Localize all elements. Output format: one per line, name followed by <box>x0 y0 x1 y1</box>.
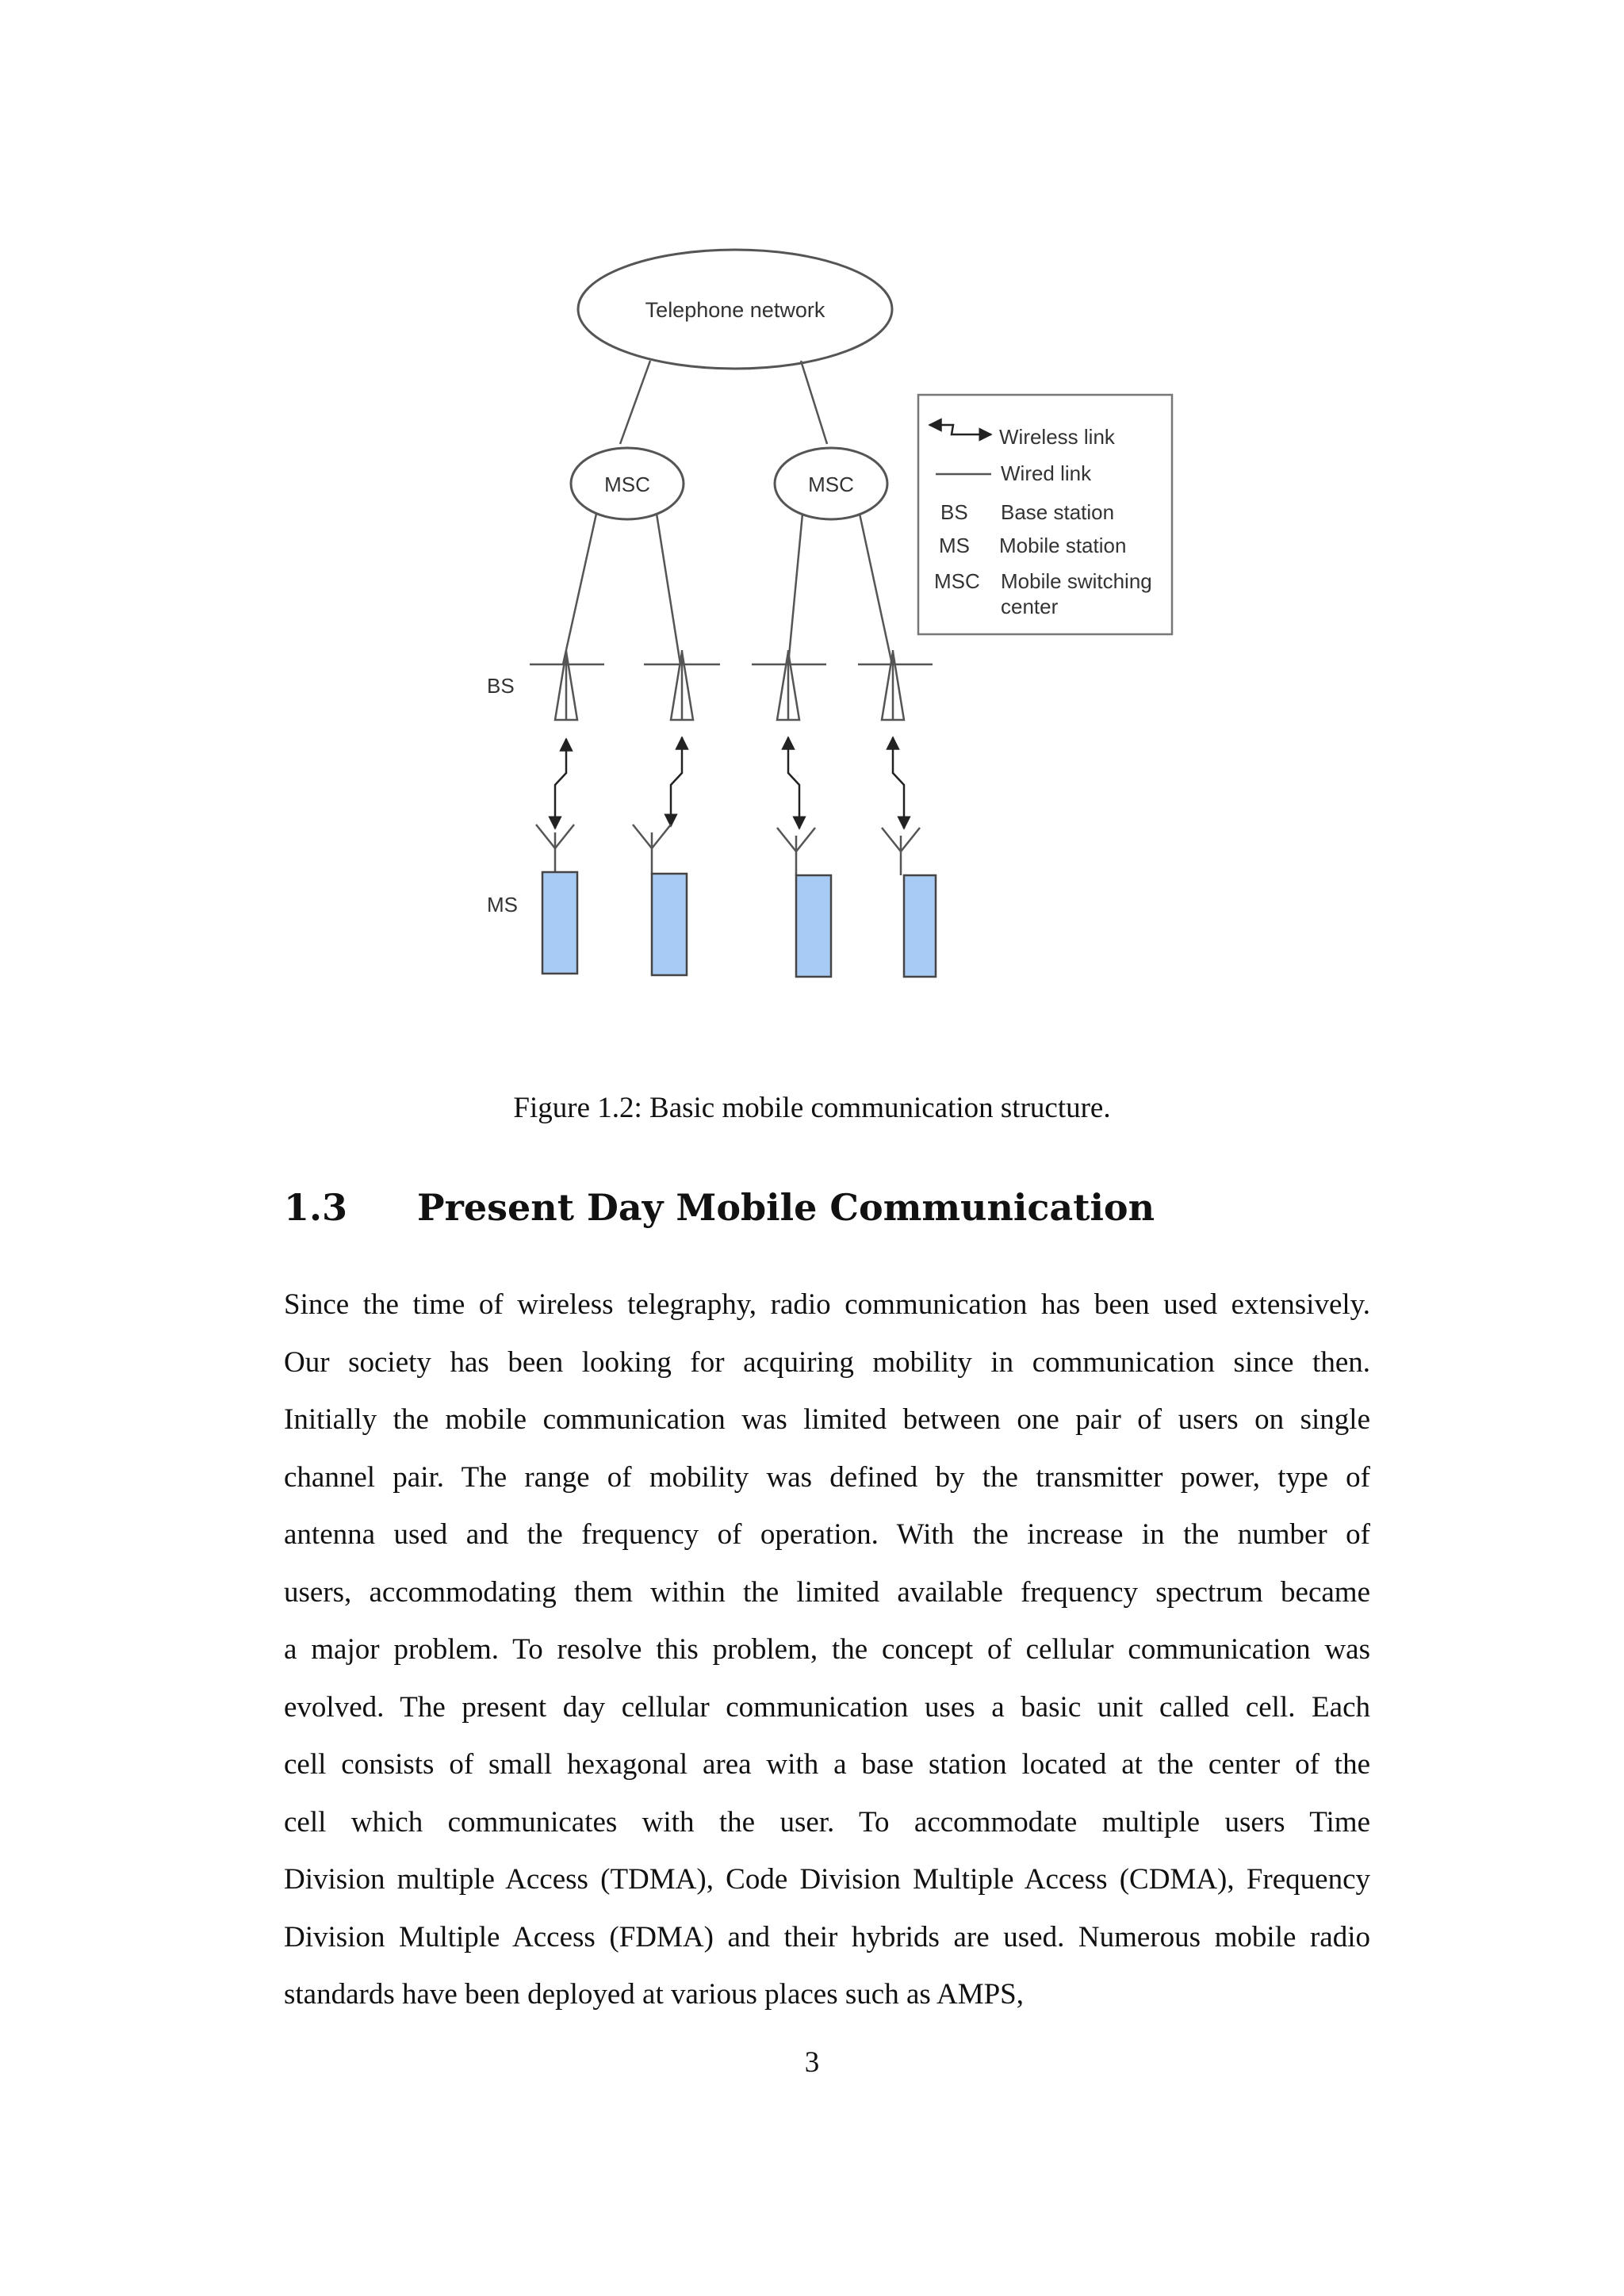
paragraph-line: Initially the mobile communication was limited between one pair of users on single <box>284 1403 1370 1436</box>
legend-bs-abbr: BS <box>940 500 968 524</box>
base-station-4 <box>858 650 933 720</box>
base-station-1 <box>530 650 604 720</box>
paragraph-line: antenna used and the frequency of operation. With the increase in the number of <box>284 1518 1370 1551</box>
telephone-network-label: Telephone network <box>645 298 825 322</box>
legend-msc-abbr: MSC <box>934 569 980 593</box>
wired-link-msc-bs-1 <box>563 514 596 664</box>
legend-msc-desc-line1: Mobile switching <box>1001 569 1152 593</box>
bs-row-label: BS <box>487 674 515 698</box>
paragraph-line: a major problem. To resolve this problem, the concept of cellular communication was <box>284 1633 1370 1666</box>
mobile-station-2 <box>633 825 687 975</box>
figure-caption: Figure 1.2: Basic mobile communication structure. <box>513 1092 1111 1124</box>
section-title: Present Day Mobile Communication <box>417 1186 1155 1229</box>
wired-link-msc-bs-2 <box>657 514 680 664</box>
section-number: 1.3 <box>284 1186 348 1229</box>
section-heading <box>284 1186 1155 1229</box>
paragraph-line: cell consists of small hexagonal area with a base station located at the center of the <box>284 1748 1370 1781</box>
wireless-link-4 <box>893 737 904 828</box>
wired-link-network-msc-2 <box>801 361 827 444</box>
paragraph-line: channel pair. The range of mobility was defined by the transmitter power, type of <box>284 1460 1370 1494</box>
legend-box <box>918 395 1172 634</box>
body-paragraph <box>284 1276 1370 2024</box>
paragraph-line: Division Multiple Access (FDMA) and their hybrids are used. Numerous mobile radio <box>284 1920 1370 1954</box>
ms-row-label: MS <box>487 893 518 916</box>
paragraph-line: Since the time of wireless telegraphy, radio communication has been used extensively. <box>284 1288 1370 1321</box>
legend-wired-label: Wired link <box>1001 461 1092 485</box>
wireless-link-1 <box>555 739 566 828</box>
paragraph-line: Division multiple Access (TDMA), Code Division Multiple Access (CDMA), Frequency <box>284 1863 1370 1896</box>
paragraph-line: standards have been deployed at various places such as AMPS, <box>284 1978 1025 2011</box>
wireless-link-3 <box>788 737 799 828</box>
legend-bs-desc: Base station <box>1001 500 1115 524</box>
wired-link-network-msc-1 <box>620 361 650 444</box>
wireless-link-2 <box>671 737 682 826</box>
paragraph-line: Our society has been looking for acquiring mobility in communication since then. <box>284 1345 1370 1379</box>
msc-label-2: MSC <box>808 473 854 496</box>
wired-link-msc-bs-4 <box>860 514 892 664</box>
mobile-station-1 <box>536 825 577 974</box>
mobile-station-4 <box>882 828 936 977</box>
legend-ms-desc: Mobile station <box>999 534 1127 557</box>
base-station-3 <box>752 650 826 720</box>
paragraph-line: cell which communicates with the user. To accommodate multiple users Time <box>284 1805 1370 1839</box>
legend-msc-desc-line2: center <box>1001 595 1059 618</box>
paragraph-line: evolved. The present day cellular communication uses a basic unit called cell. Each <box>284 1690 1370 1724</box>
legend-ms-abbr: MS <box>939 534 970 557</box>
legend-wireless-label: Wireless link <box>999 425 1115 449</box>
mobile-communication-diagram <box>0 0 1624 1062</box>
mobile-station-3 <box>777 828 831 977</box>
wired-link-msc-bs-3 <box>788 514 802 664</box>
page-number: 3 <box>804 2046 820 2079</box>
paragraph-line: users, accommodating them within the limited available frequency spectrum became <box>284 1575 1370 1609</box>
base-station-2 <box>644 650 720 720</box>
msc-label-1: MSC <box>604 473 650 496</box>
